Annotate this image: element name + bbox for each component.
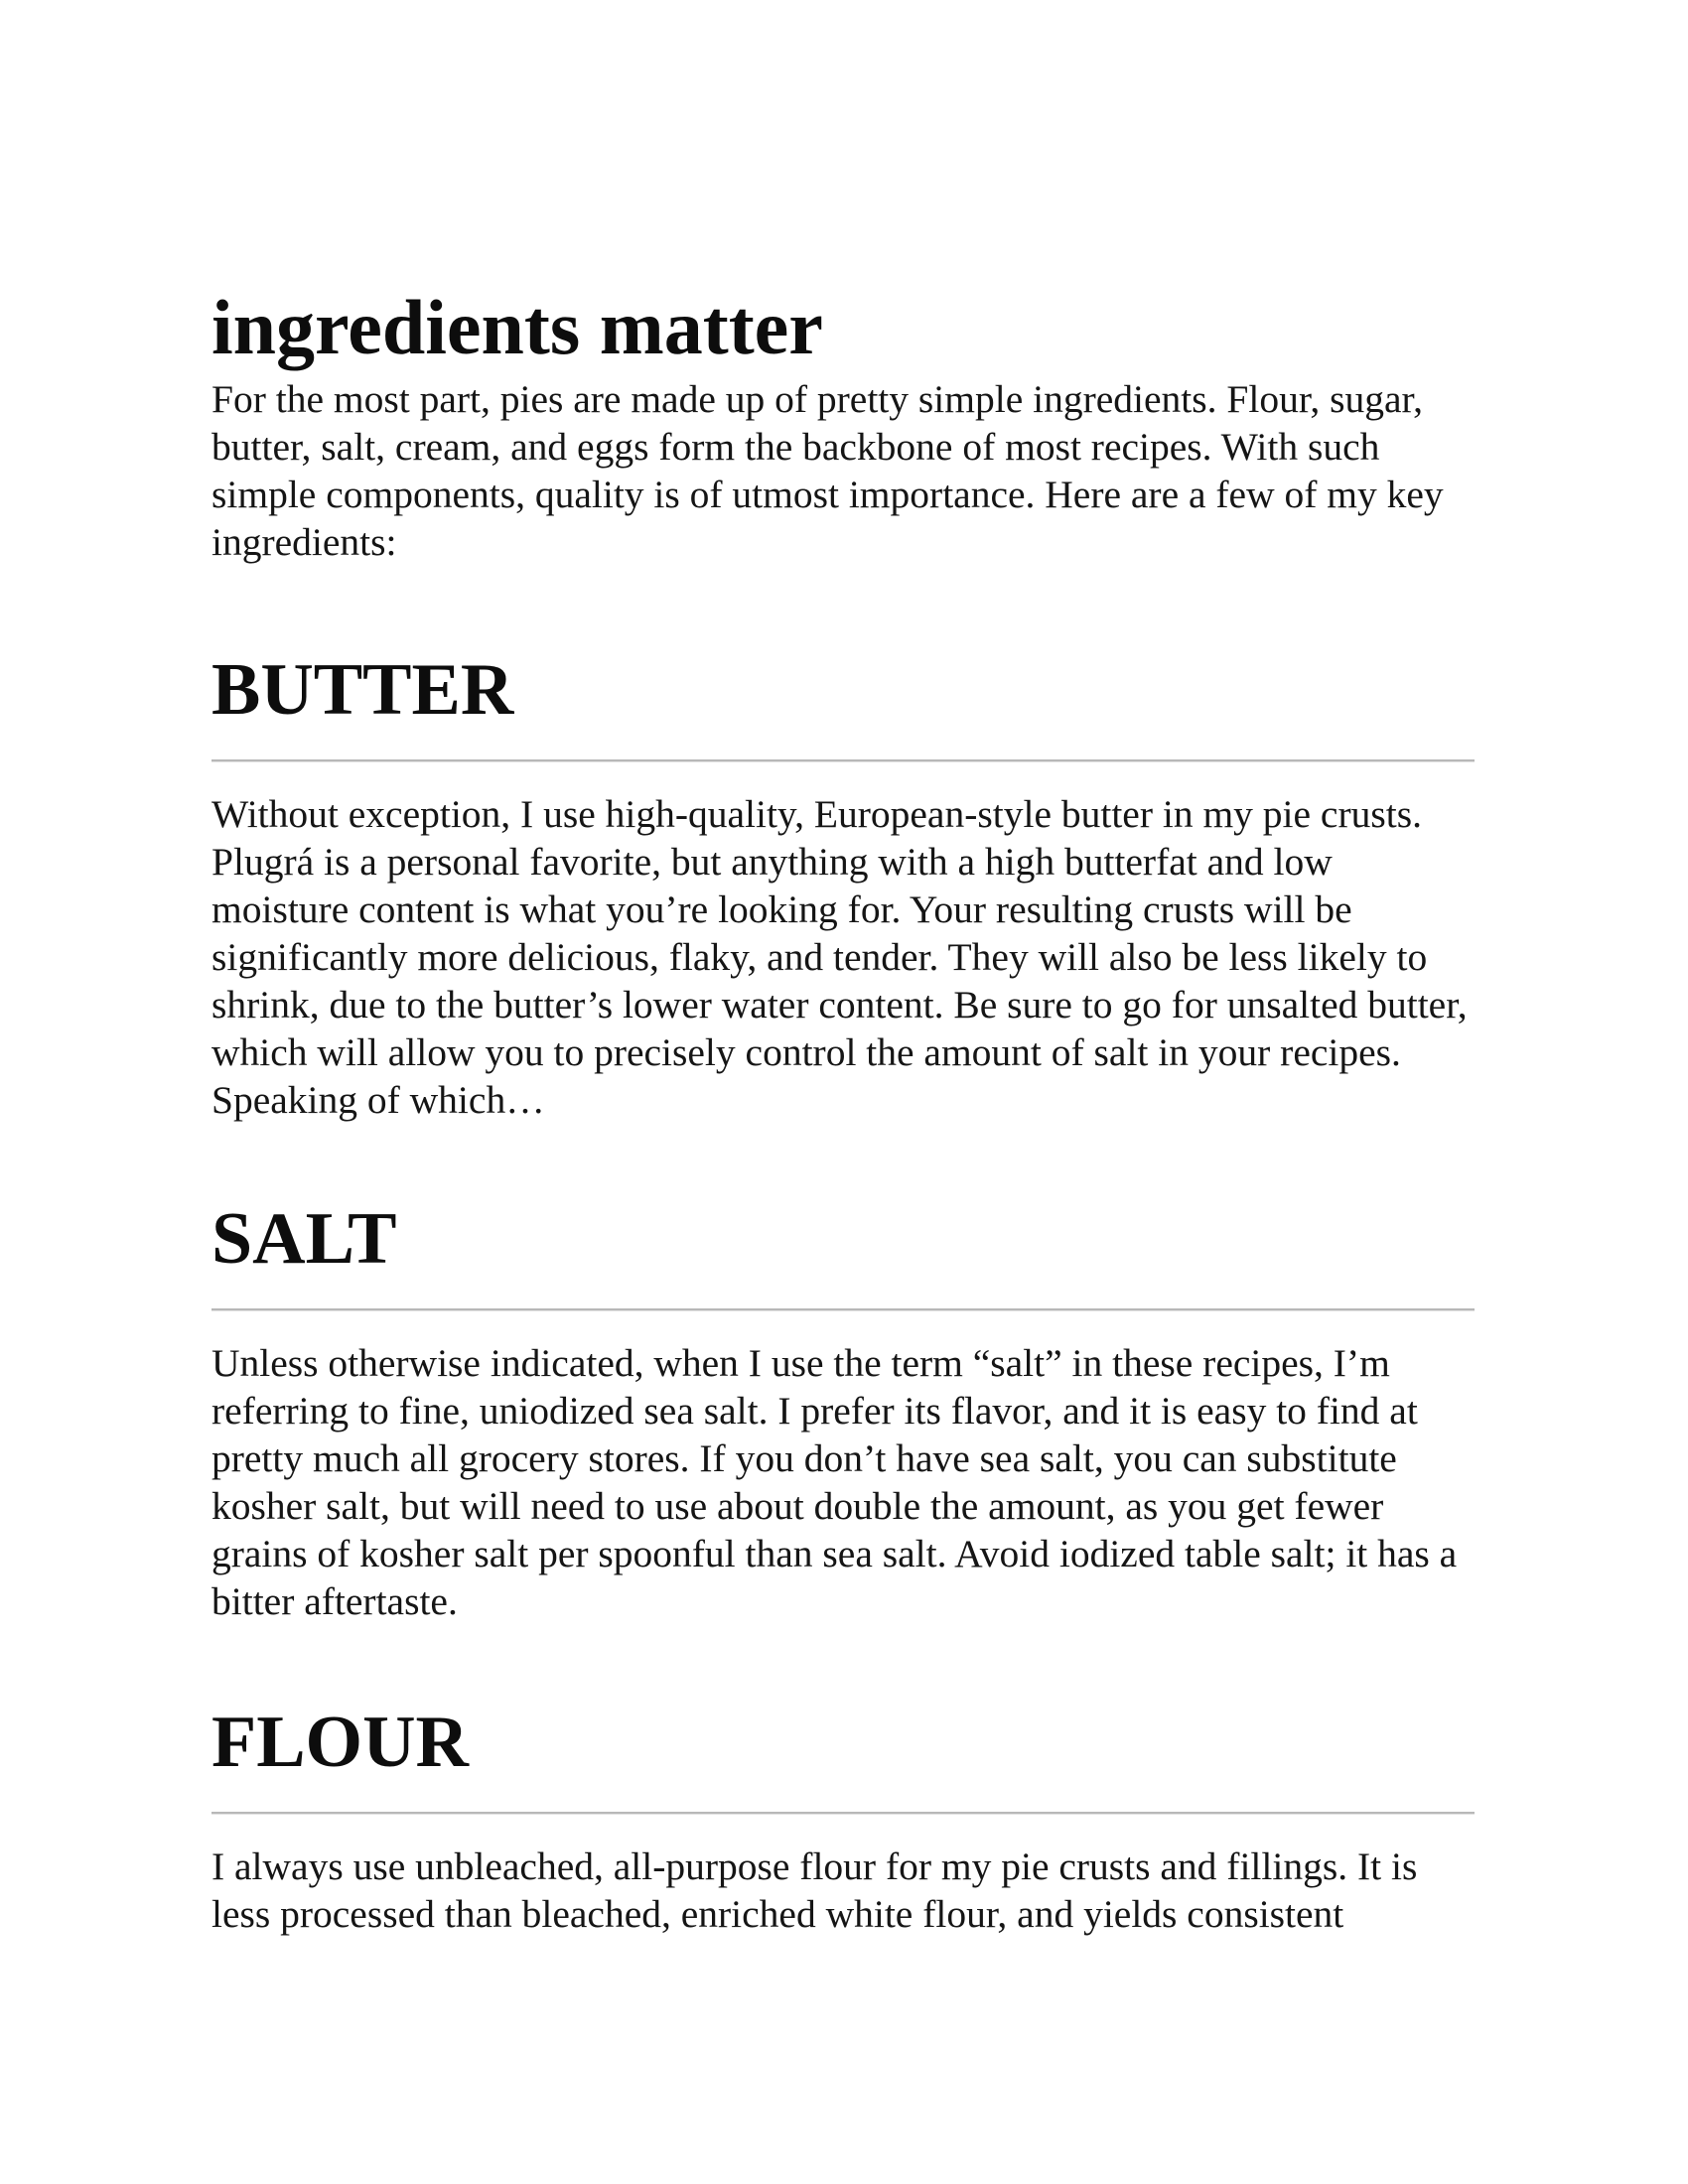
section-body-butter: Without exception, I use high-quality, European-style butter in my pie crusts. Plugrá is a personal favorite, but anything with a high butterfat and low moisture content is what you’re looking for. Your resulting crusts will be significantly more delicious, flaky, and tender. They will also be less likely to shrink, due to the butter’s lower water content. Be sure to go for unsalted butter, which will allow you to precisely control the amount of salt in your recipes. Speaking of which… [211,792,1468,1122]
section-body-salt: Unless otherwise indicated, when I use the term “salt” in these recipes, I’m referring to fine, uniodized sea salt. I prefer its flavor, and it is easy to find at pretty much all grocery stores. If you don’t have sea salt, you can substitute kosher salt, but will need to use about double the amount, as you get fewer grains of kosher salt per spoonful than sea salt. Avoid iodized table salt; it has a bitter aftertaste. [211,1341,1458,1623]
section-heading-salt: SALT [211,1198,397,1280]
section-divider [211,759,1475,762]
section-heading-butter: BUTTER [211,649,514,731]
section-divider [211,1812,1475,1815]
section-divider [211,1308,1475,1311]
page-title: ingredients matter [211,284,823,370]
section-body-flour: I always use unbleached, all-purpose flour for my pie crusts and fillings. It is less processed than bleached, enriched white flour, and yields consistent [211,1844,1418,1936]
document-page [211,284,1475,1938]
intro-paragraph: For the most part, pies are made up of pretty simple ingredients. Flour, sugar, butter, salt, cream, and eggs form the backbone of most recipes. With such simple components, quality is of utmost importance. Here are a few of my key ingredients: [211,377,1444,564]
section-heading-flour: FLOUR [211,1702,469,1783]
